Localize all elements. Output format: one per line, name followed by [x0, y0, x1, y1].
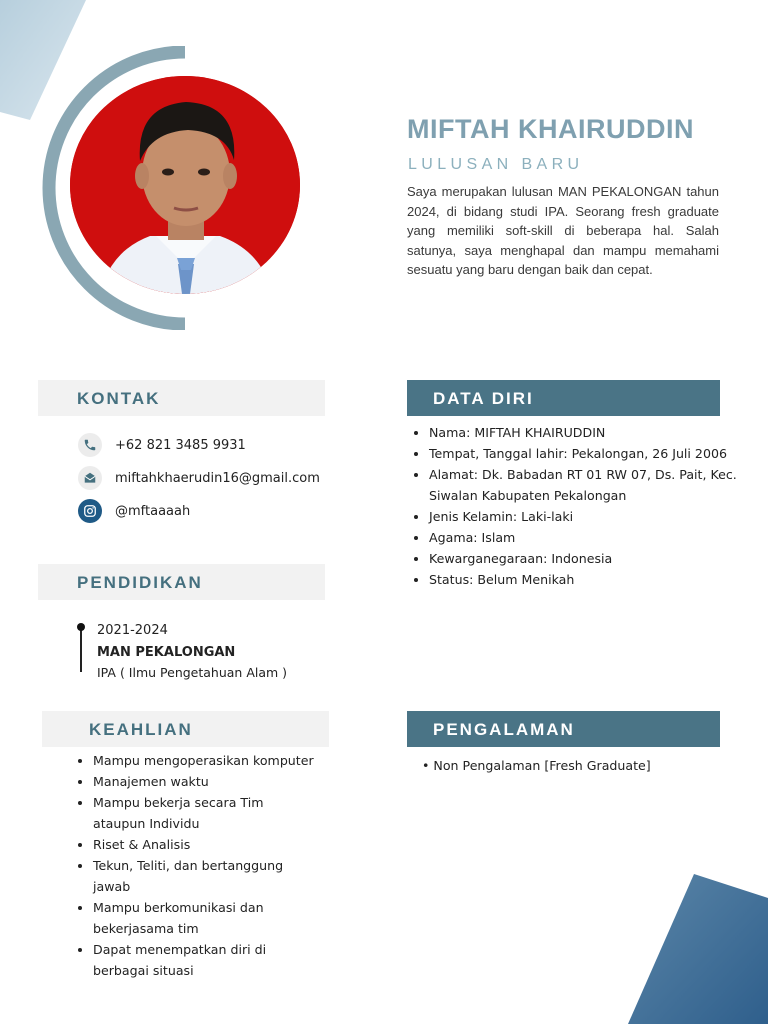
list-item: • Tekun, Teliti, dan bertanggung jawab	[93, 855, 313, 897]
list-item: • Mampu mengoperasikan komputer	[93, 750, 339, 771]
contact-email	[78, 466, 320, 490]
decorative-corner-bottom-right	[628, 874, 768, 1024]
profile-name: MIFTAH KHAIRUDDIN	[407, 114, 694, 144]
experience-item: • Non Pengalaman [Fresh Graduate]	[422, 758, 651, 773]
list-item: • Tempat, Tanggal lahir: Pekalongan, 26 Juli 2006	[429, 443, 737, 464]
profile-photo	[70, 76, 300, 294]
list-item: • Riset & Analisis	[93, 834, 339, 855]
list-item: • Status: Belum Menikah	[429, 569, 737, 590]
contact-phone-text: +62 821 3485 9931	[115, 437, 246, 453]
email-icon	[78, 466, 102, 490]
list-item: • Nama: MIFTAH KHAIRUDDIN	[429, 422, 737, 443]
keahlian-title: KEAHLIAN	[89, 720, 193, 739]
pengalaman-header	[407, 711, 720, 747]
keahlian-list	[73, 750, 339, 981]
phone-icon	[78, 433, 102, 457]
pendidikan-title: PENDIDIKAN	[77, 573, 203, 592]
timeline-dot	[77, 623, 85, 631]
data-diri-header	[407, 380, 720, 416]
contact-phone	[78, 433, 246, 457]
pengalaman-title: PENGALAMAN	[433, 720, 575, 739]
education-major: IPA ( Ilmu Pengetahuan Alam )	[97, 665, 288, 680]
keahlian-header	[42, 711, 329, 747]
list-item: • Kewarganegaraan: Indonesia	[429, 548, 737, 569]
contact-instagram-text: @mftaaaah	[115, 503, 191, 519]
education-school: MAN PEKALONGAN	[97, 645, 236, 660]
kontak-header	[38, 380, 325, 416]
pendidikan-header	[38, 564, 325, 600]
data-diri-title: DATA DIRI	[433, 389, 534, 408]
profile-role: LULUSAN BARU	[408, 156, 584, 173]
list-item: • Mampu berkomunikasi dan bekerjasama tim	[93, 897, 293, 939]
contact-instagram	[78, 499, 190, 523]
person-portrait-icon	[70, 76, 300, 294]
list-item: • Agama: Islam	[429, 527, 737, 548]
timeline-line	[80, 628, 82, 672]
education-years: 2021-2024	[97, 623, 168, 638]
list-item: • Dapat menempatkan diri di berbagai situasi	[93, 939, 293, 981]
data-diri-list	[409, 422, 737, 590]
list-item: • Manajemen waktu	[93, 771, 339, 792]
list-item: • Jenis Kelamin: Laki-laki	[429, 506, 737, 527]
list-item: • Alamat: Dk. Babadan RT 01 RW 07, Ds. Pait, Kec. Siwalan Kabupaten Pekalongan	[429, 464, 737, 506]
contact-email-text: miftahkhaerudin16@gmail.com	[115, 470, 320, 486]
list-item: • Mampu bekerja secara Tim ataupun Individu	[93, 792, 293, 834]
profile-bio: Saya merupakan lulusan MAN PEKALONGAN tahun 2024, di bidang studi IPA. Seorang fresh graduate yang memiliki soft-skill di beberapa hal. Salah satunya, saya menghapal dan mampu memahami sesuatu yang baru dengan baik dan cepat.	[407, 184, 719, 277]
kontak-title: KONTAK	[77, 389, 161, 408]
instagram-icon	[78, 499, 102, 523]
